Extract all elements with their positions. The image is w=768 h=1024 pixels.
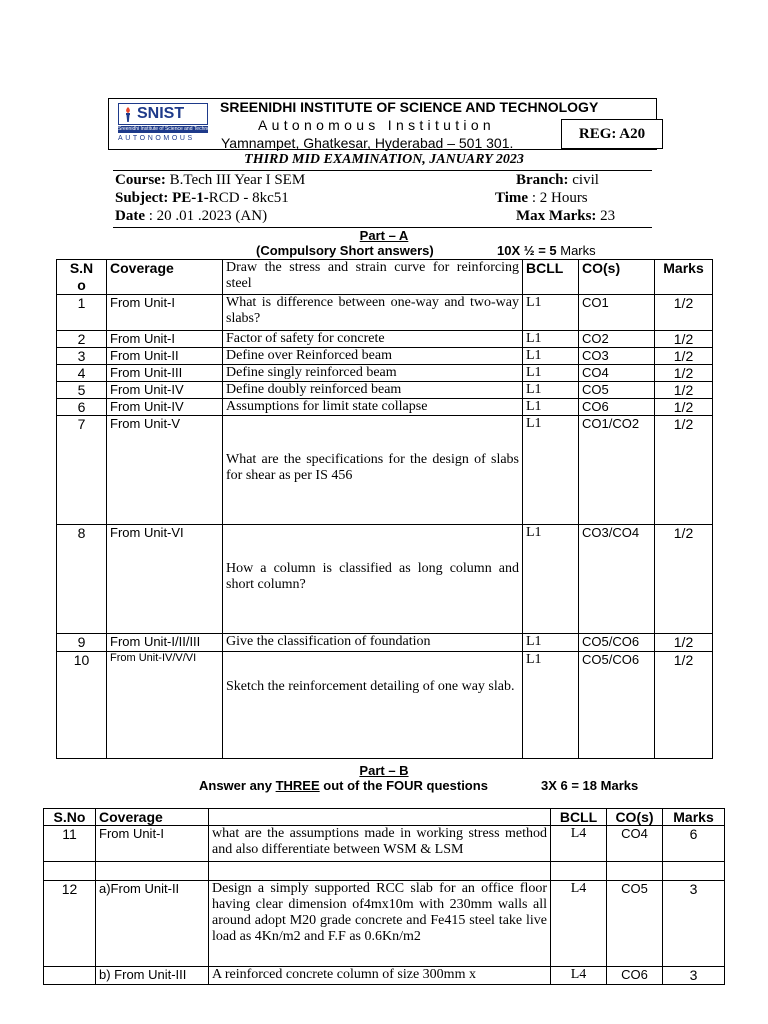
title-underline	[113, 170, 652, 171]
row-sno: 3	[57, 348, 107, 365]
row-co: CO5/CO6	[579, 652, 655, 759]
table-row	[57, 525, 713, 634]
instruction-emphasis: THREE	[275, 778, 320, 793]
instruction-post: out of the FOUR questions	[319, 778, 488, 793]
row-co: CO5	[579, 382, 655, 399]
row-coverage: From Unit-IV	[107, 382, 223, 399]
row-bcll: L1	[523, 652, 579, 759]
table-row	[57, 416, 713, 525]
table-row	[57, 365, 713, 382]
row-marks: 3	[663, 967, 725, 985]
part-a-marks-unit: Marks	[556, 243, 596, 258]
institute-address: Yamnampet, Ghatkesar, Hyderabad – 501 301.	[221, 135, 514, 151]
maxmarks-info	[516, 208, 615, 225]
row-sno: 12	[44, 881, 96, 967]
row-coverage: From Unit-V	[107, 416, 223, 525]
col-header-marks: Marks	[663, 809, 725, 826]
col-header-bcll: BCLL	[523, 260, 579, 295]
reg-box: REG: A20	[561, 119, 663, 149]
row-co: CO6	[607, 967, 663, 985]
row-bcll: L1	[523, 365, 579, 382]
logo-badge	[118, 103, 208, 125]
row-coverage: a)From Unit-II	[96, 881, 209, 967]
row-question: A reinforced concrete column of size 300mm x	[209, 967, 551, 985]
part-a-table	[56, 259, 713, 759]
row-marks: 1/2	[655, 652, 713, 759]
col-header-sno	[57, 260, 107, 295]
course-label: Course:	[115, 172, 166, 188]
part-b-instruction	[199, 778, 488, 793]
row-co: CO1/CO2	[579, 416, 655, 525]
row-bcll: L1	[523, 348, 579, 365]
table-row	[44, 881, 725, 967]
row-question: Factor of safety for concrete	[223, 331, 523, 348]
row-marks: 1/2	[655, 295, 713, 331]
header-question: Draw the stress and strain curve for reinforcing steel	[223, 260, 523, 295]
row-question: Define singly reinforced beam	[223, 365, 523, 382]
row-marks: 1/2	[655, 382, 713, 399]
col-header-coverage: Coverage	[107, 260, 223, 295]
logo-subtext: Sreenidhi Institute of Science and Technology	[118, 126, 220, 132]
row-question: What are the specifications for the design of slabs for shear as per IS 456	[223, 416, 523, 525]
row-question: Define over Reinforced beam	[223, 348, 523, 365]
col-header-co: CO(s)	[607, 809, 663, 826]
row-coverage: From Unit-I	[96, 826, 209, 862]
row-sno: 6	[57, 399, 107, 416]
subject-value: RCD - 8kc51	[208, 190, 289, 206]
row-bcll: L4	[551, 881, 607, 967]
table-row	[57, 295, 713, 331]
part-a-marks	[497, 243, 596, 258]
part-a-marks-value: 10X ½ = 5	[497, 243, 557, 258]
row-sno: 5	[57, 382, 107, 399]
row-co: CO1	[579, 295, 655, 331]
row-sno: 7	[57, 416, 107, 525]
row-bcll: L1	[523, 525, 579, 634]
row-marks: 1/2	[655, 416, 713, 525]
part-a-subtitle: (Compulsory Short answers)	[256, 243, 434, 258]
part-a-title	[0, 228, 768, 243]
row-sno	[44, 967, 96, 985]
time-label: Time	[495, 190, 529, 206]
row-coverage: From Unit-IV/V/VI	[107, 652, 223, 759]
part-b-marks: 3X 6 = 18 Marks	[541, 778, 639, 793]
row-sno: 9	[57, 634, 107, 652]
col-header-question	[209, 809, 551, 826]
row-bcll: L1	[523, 399, 579, 416]
row-co: CO4	[579, 365, 655, 382]
row-bcll: L4	[551, 967, 607, 985]
institute-name: SREENIDHI INSTITUTE OF SCIENCE AND TECHNOLOGY	[220, 99, 599, 115]
table-row	[57, 399, 713, 416]
row-bcll: L1	[523, 295, 579, 331]
row-bcll: L1	[523, 634, 579, 652]
maxmarks-value: 23	[596, 208, 616, 224]
course-value: B.Tech III Year I SEM	[165, 172, 306, 188]
table-row	[44, 967, 725, 985]
col-header-co: CO(s)	[579, 260, 655, 295]
row-question: Sketch the reinforcement detailing of one way slab.	[223, 652, 523, 759]
part-b-title-text: Part – B	[359, 763, 409, 778]
table-row	[57, 331, 713, 348]
exam-title: THIRD MID EXAMINATION, JANUARY 2023	[244, 152, 524, 167]
row-marks: 1/2	[655, 525, 713, 634]
col-header-coverage: Coverage	[96, 809, 209, 826]
row-marks: 1/2	[655, 399, 713, 416]
row-marks: 6	[663, 826, 725, 862]
row-sno: 4	[57, 365, 107, 382]
institute-type: Autonomous Institution	[258, 117, 496, 133]
row-marks: 1/2	[655, 365, 713, 382]
part-b-table	[43, 808, 725, 985]
row-coverage: From Unit-III	[107, 365, 223, 382]
institute-logo	[118, 103, 220, 145]
branch-info	[516, 172, 599, 189]
row-bcll: L1	[523, 331, 579, 348]
table-row	[57, 348, 713, 365]
row-bcll: L4	[551, 826, 607, 862]
table-row-empty	[44, 862, 725, 881]
part-b-header-row	[44, 809, 725, 826]
row-sno: 8	[57, 525, 107, 634]
subject-label: Subject: PE-1-	[115, 190, 209, 206]
col-header-marks: Marks	[655, 260, 713, 295]
row-question: Assumptions for limit state collapse	[223, 399, 523, 416]
date-info	[115, 208, 267, 225]
table-row	[44, 826, 725, 862]
row-co: CO2	[579, 331, 655, 348]
row-coverage: From Unit-VI	[107, 525, 223, 634]
row-marks	[663, 862, 725, 881]
time-info	[495, 190, 588, 207]
row-sno: 1	[57, 295, 107, 331]
row-question	[209, 862, 551, 881]
row-co: CO5/CO6	[579, 634, 655, 652]
row-coverage: From Unit-I	[107, 295, 223, 331]
row-marks: 1/2	[655, 634, 713, 652]
torch-icon	[122, 106, 134, 123]
time-value: : 2 Hours	[528, 190, 588, 206]
row-question: How a column is classified as long column and short column?	[223, 525, 523, 634]
row-coverage: From Unit-I/II/III	[107, 634, 223, 652]
row-question: Define doubly reinforced beam	[223, 382, 523, 399]
date-label: Date	[115, 208, 145, 224]
course-info	[115, 172, 305, 189]
table-row	[57, 382, 713, 399]
part-a-title-text: Part – A	[359, 228, 409, 243]
logo-text: SNIST	[137, 105, 185, 122]
row-sno	[44, 862, 96, 881]
row-coverage: From Unit-II	[107, 348, 223, 365]
sno-header-line2: o	[77, 277, 86, 293]
table-row	[57, 652, 713, 759]
branch-value: civil	[568, 172, 599, 188]
col-header-sno: S.No	[44, 809, 96, 826]
subject-info	[115, 190, 289, 207]
row-coverage: From Unit-I	[107, 331, 223, 348]
row-question: what are the assumptions made in working stress method and also differentiate between WSM & LSM	[209, 826, 551, 862]
instruction-pre: Answer any	[199, 778, 276, 793]
table-row	[57, 634, 713, 652]
row-co: CO3	[579, 348, 655, 365]
part-a-header-row	[57, 260, 713, 295]
row-bcll	[551, 862, 607, 881]
row-co: CO6	[579, 399, 655, 416]
row-co: CO3/CO4	[579, 525, 655, 634]
row-coverage: b) From Unit-III	[96, 967, 209, 985]
row-marks: 1/2	[655, 331, 713, 348]
row-bcll: L1	[523, 416, 579, 525]
row-co: CO4	[607, 826, 663, 862]
maxmarks-label: Max Marks:	[516, 208, 597, 224]
row-co	[607, 862, 663, 881]
date-value: : 20 .01 .2023 (AN)	[145, 208, 268, 224]
col-header-bcll: BCLL	[551, 809, 607, 826]
row-bcll: L1	[523, 382, 579, 399]
part-b-title	[0, 763, 768, 778]
row-sno: 10	[57, 652, 107, 759]
row-sno: 11	[44, 826, 96, 862]
branch-label: Branch:	[516, 172, 569, 188]
row-co: CO5	[607, 881, 663, 967]
row-question: What is difference between one-way and two-way slabs?	[223, 295, 523, 331]
row-marks: 3	[663, 881, 725, 967]
row-question: Design a simply supported RCC slab for an office floor having clear dimension of4mx10m with 230mm walls all around adopt M20 grade concrete and Fe415 steel take live load as 4Kn/m2 and F.F as 0.6Kn/m2	[209, 881, 551, 967]
sno-header-line1: S.N	[69, 260, 94, 276]
row-marks: 1/2	[655, 348, 713, 365]
row-sno: 2	[57, 331, 107, 348]
row-coverage	[96, 862, 209, 881]
row-question: Give the classification of foundation	[223, 634, 523, 652]
row-coverage: From Unit-IV	[107, 399, 223, 416]
logo-autonomous: AUTONOMOUS	[118, 135, 195, 142]
